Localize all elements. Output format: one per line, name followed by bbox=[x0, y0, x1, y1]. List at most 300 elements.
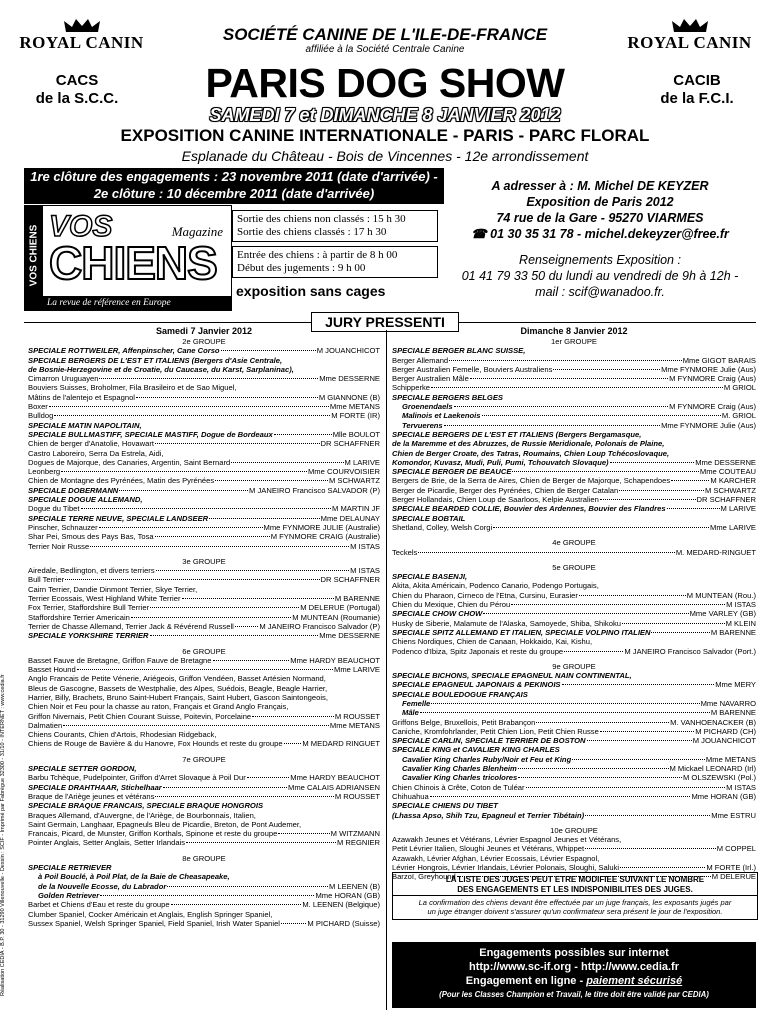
jury-row bbox=[392, 628, 756, 637]
info-title: Renseignements Exposition : bbox=[519, 253, 681, 267]
royal-canin-logo-left bbox=[14, 18, 149, 58]
dot-leader bbox=[420, 712, 710, 713]
judge-name: M FYNMORE CRAIG (Australie) bbox=[270, 532, 380, 542]
judge-name: Mme METANS bbox=[329, 720, 380, 730]
jury-row bbox=[28, 421, 380, 430]
dot-leader bbox=[131, 617, 291, 618]
breed-list: Teckels bbox=[392, 547, 418, 557]
dot-leader bbox=[483, 613, 688, 614]
jury-row bbox=[28, 730, 380, 739]
dot-leader bbox=[278, 833, 329, 834]
dot-leader bbox=[119, 490, 248, 491]
breed-list: Azawakh Jeunes et Vétérans, Lévrier Espagnol Jeunes et Vétérans, bbox=[392, 835, 622, 845]
jury-row bbox=[392, 402, 756, 411]
jury-row bbox=[392, 346, 756, 355]
column-divider bbox=[386, 330, 387, 1010]
breed-list: SPECIALE MATIN NAPOLITAIN, bbox=[28, 420, 142, 430]
judge-name: M JOUANCHICOT bbox=[316, 346, 380, 356]
dot-leader bbox=[536, 722, 669, 723]
dot-leader bbox=[622, 623, 725, 624]
judge-name: M PICHARD (CH) bbox=[695, 726, 756, 736]
dot-leader bbox=[526, 787, 726, 788]
breed-list: Chien de berger d'Anatolie, Hovawart bbox=[28, 439, 154, 449]
dot-leader bbox=[247, 777, 290, 778]
jury-row bbox=[28, 764, 380, 773]
sunday-column bbox=[392, 326, 756, 882]
judge-name: M ISTAS bbox=[350, 541, 380, 551]
dot-leader bbox=[671, 480, 709, 481]
group-heading: 2e GROUPE bbox=[182, 337, 226, 346]
judge-name: Mme HORAN (GB) bbox=[691, 791, 756, 801]
show-dates: SAMEDI 7 et DIMANCHE 8 JANVIER 2012 bbox=[209, 105, 561, 125]
jury-row bbox=[28, 721, 380, 730]
judges-notice bbox=[392, 872, 758, 920]
breed-list: Bouviers Suisses, Broholmer, Fila Brasileiro et de Sao Miguel, bbox=[28, 383, 237, 393]
breed-list: Azawakh, Lévrier Afghan, Lévrier Ecossais, Lévrier Espagnol, bbox=[392, 853, 600, 863]
breed-list: Podenco d'Ibiza, Spitz Japonais et reste du groupe bbox=[392, 646, 564, 656]
judge-name: M JANEIRO Francisco SALVADOR (P) bbox=[249, 485, 380, 495]
judge-name: DR SCHAFFNER bbox=[320, 575, 380, 585]
address-phone-email: ☎ 01 30 35 31 78 - michel.dekeyzer@free.fr bbox=[471, 227, 729, 241]
jury-row bbox=[28, 872, 380, 881]
breed-list: SPECIALE SETTER GORDON, bbox=[28, 764, 137, 774]
dot-leader bbox=[620, 867, 705, 868]
dot-leader bbox=[470, 378, 668, 379]
judge-name: M OLSZEWSKI (Pol.) bbox=[683, 773, 756, 783]
judge-name: M MUNTEAN (Rou.) bbox=[686, 590, 756, 600]
breed-list: Berger Allemand bbox=[392, 355, 449, 365]
exit-unclassified: Sortie des chiens non classés : 15 h 30 bbox=[237, 213, 406, 225]
magazine-word-chiens: CHIENS bbox=[49, 237, 217, 289]
address-recipient: A adresser à : M. Michel DE KEYZER bbox=[491, 179, 709, 193]
jury-row bbox=[28, 665, 380, 674]
breed-list: Berger Australien Mâle bbox=[392, 374, 469, 384]
jury-row bbox=[392, 356, 756, 365]
breed-list: SPECIALE BEARDED COLLIE, Bouvier des Ardennes, Bouvier des Flandres bbox=[392, 504, 666, 514]
jury-row bbox=[28, 439, 380, 448]
cacs-title: CACS bbox=[55, 72, 99, 89]
dot-leader bbox=[231, 462, 343, 463]
breed-list: Cairn Terrier, Dandie Dinmont Terrier, Skye Terrier, bbox=[28, 584, 198, 594]
group-heading: 5e GROUPE bbox=[552, 562, 596, 572]
judge-name: Mme DESSERNE bbox=[319, 631, 380, 641]
judge-name: M FYNMORE Craig (Aus) bbox=[669, 402, 756, 412]
exit-times-box bbox=[232, 210, 438, 242]
entry-time: Entrée des chiens : à partir de 8 h 00 bbox=[237, 249, 398, 261]
jury-row bbox=[28, 486, 380, 495]
jury-row bbox=[392, 755, 756, 764]
group-heading: 7e GROUPE bbox=[182, 754, 226, 764]
dot-leader bbox=[449, 360, 682, 361]
jury-row bbox=[392, 708, 756, 717]
brand-name: ROYAL CANIN bbox=[627, 33, 752, 52]
breed-list: SPECIALE ROTTWEILER, Affenpinscher, Cane Corso bbox=[28, 346, 220, 356]
judge-name: Mme ESTRU bbox=[711, 810, 756, 820]
jury-row bbox=[392, 600, 756, 609]
vos-chiens-side-text: VOS CHIENS bbox=[28, 224, 40, 287]
breed-list: SPECIALE BRAQUE FRANCAIS, SPECIALE BRAQUE HONGROIS bbox=[28, 801, 264, 811]
jury-row bbox=[392, 383, 756, 392]
society-affiliation: affiliée à la Société Centrale Canine bbox=[305, 44, 465, 55]
judging-start: Début des jugements : 9 h 00 bbox=[237, 262, 366, 274]
judge-name: M MUNTEAN (Roumanie) bbox=[292, 612, 380, 622]
breed-list: Fox Terrier, Staffordshire Bull Terrier bbox=[28, 603, 150, 613]
judge-name: M ISTAS bbox=[726, 782, 756, 792]
society-header bbox=[200, 26, 570, 56]
jury-row bbox=[392, 792, 756, 801]
judge-name: M FORTE (IR) bbox=[331, 411, 380, 421]
dot-leader bbox=[65, 579, 319, 580]
dot-leader bbox=[579, 595, 686, 596]
jury-row bbox=[28, 566, 380, 575]
jury-row bbox=[392, 854, 756, 863]
judge-name: M FORTE (Irl.) bbox=[706, 863, 756, 873]
dot-leader bbox=[171, 904, 302, 905]
judge-name: M. GRIOL bbox=[721, 411, 756, 421]
jury-row bbox=[28, 504, 380, 513]
jury-row bbox=[28, 449, 380, 458]
breed-list: Bergers de Brie, de la Serra de Aires, Chien de Berger de Majorque, Schapendoes bbox=[392, 476, 671, 486]
registration-links[interactable]: http://www.sc-if.org - http://www.cedia.fr bbox=[468, 961, 679, 973]
dot-leader bbox=[99, 527, 263, 528]
judge-name: M SCHWARTZ bbox=[328, 476, 380, 486]
breed-list: SPECIALE CHOW CHOW bbox=[392, 609, 483, 619]
judge-name: Mme DESSERNE bbox=[695, 457, 756, 467]
dot-leader bbox=[61, 471, 307, 472]
breed-list: Berger de Picardie, Berger des Pyrénées, Chien de Berger Catalan bbox=[392, 485, 619, 495]
breed-list: Bulldog bbox=[28, 411, 54, 421]
saturday-date: Samedi 7 Janvier 2012 bbox=[155, 326, 253, 336]
breed-list: Chien Noir et Feu pour la chasse au raton, Français et Grand Anglo Français, bbox=[28, 702, 289, 712]
venue-location: Esplanade du Château - Bois de Vincennes - 12e arrondissement bbox=[181, 148, 589, 164]
breed-list: Braque de l'Ariège jeunes et vétérans bbox=[28, 791, 155, 801]
breed-list: Malinois et Laekenois bbox=[402, 411, 481, 421]
cacib-sub: de la F.C.I. bbox=[660, 90, 734, 107]
breed-list: SPECIALE BERGERS BELGES bbox=[392, 392, 503, 402]
dot-leader bbox=[54, 415, 330, 416]
breed-list: Saint Germain, Langhaar, Epagneuls Bleu de Picardie, Breton, de Pont Audemer, bbox=[28, 819, 302, 829]
cacs-sub: de la S.C.C. bbox=[35, 90, 119, 107]
jury-row bbox=[28, 402, 380, 411]
breed-list: Terrier Ecossais, West Highland White Terrier bbox=[28, 594, 181, 604]
judge-name: Mme HARDY BEAUCHOT bbox=[290, 773, 380, 783]
jury-row bbox=[28, 919, 380, 928]
judge-name: M WITZMANN bbox=[330, 829, 380, 839]
judge-name: Mme METANS bbox=[705, 754, 756, 764]
judge-name: M ISTAS bbox=[350, 566, 380, 576]
breed-list: Sussex Spaniel, Welsh Springer Spaniel, Field Spaniel, Irish Water Spaniel bbox=[28, 918, 280, 928]
jury-row bbox=[28, 792, 380, 801]
jury-row bbox=[28, 811, 380, 820]
breed-list: Chien du Pharaon, Cirneco de l'Etna, Cursinu, Eurasier bbox=[392, 590, 578, 600]
jury-row bbox=[392, 773, 756, 782]
jury-row bbox=[392, 476, 756, 485]
judge-name: M BARENNE bbox=[710, 627, 756, 637]
breed-list: Airedale, Bedlington, et divers terriers bbox=[28, 566, 155, 576]
dot-leader bbox=[610, 462, 695, 463]
judge-name: Mme DELAUNAY bbox=[320, 513, 380, 523]
jury-row bbox=[28, 739, 380, 748]
breed-list: Komondor, Kuvasz, Mudi, Puli, Pumi, Tchouvatch Slovaque) bbox=[392, 457, 609, 467]
group-heading: 3e GROUPE bbox=[182, 556, 226, 566]
saturday-column bbox=[28, 326, 380, 928]
breed-list: Tervuerens bbox=[402, 420, 443, 430]
dot-leader bbox=[274, 434, 332, 435]
cacib-title: CACIB bbox=[673, 72, 721, 89]
breed-list: SPECIALE BASENJI, bbox=[392, 572, 468, 582]
judge-name: M JANEIRO Francisco Salvador (P) bbox=[259, 621, 380, 631]
jury-row bbox=[28, 411, 380, 420]
dot-leader bbox=[431, 703, 699, 704]
breed-list: Caniche, Kromfohrlander, Petit Chien Lion, Petit Chien Russe bbox=[392, 726, 599, 736]
dot-leader bbox=[667, 508, 720, 509]
breed-list: SPECIALE DOGUE ALLEMAND, bbox=[28, 495, 143, 505]
jury-row bbox=[28, 532, 380, 541]
breed-list: Femelle bbox=[402, 698, 431, 708]
jury-row bbox=[28, 684, 380, 693]
group-heading: 1er GROUPE bbox=[551, 337, 597, 346]
jury-row bbox=[392, 609, 756, 618]
magazine-tagline: La revue de référence en Europe bbox=[43, 296, 232, 310]
judge-name: Mme GIGOT BARAIS bbox=[682, 355, 756, 365]
breed-list: Barbet et Chiens d'Eau et reste du groupe bbox=[28, 900, 170, 910]
jury-row bbox=[392, 572, 756, 581]
breed-list: SPECIALE TERRE NEUVE, SPECIALE LANDSEER bbox=[28, 513, 209, 523]
group-heading: 9e GROUPE bbox=[552, 661, 596, 671]
jury-row bbox=[28, 702, 380, 711]
jury-row bbox=[392, 811, 756, 820]
royal-canin-logo-right bbox=[622, 18, 757, 58]
breed-list: Mâtins de l'alentejo et Espagnol bbox=[28, 392, 135, 402]
judge-name: Mme FYNMORE Julie (Aus) bbox=[661, 364, 756, 374]
jury-row bbox=[28, 773, 380, 782]
dot-leader bbox=[511, 604, 725, 605]
jury-row bbox=[28, 514, 380, 523]
info-phone: 01 41 79 33 50 du lundi au vendredi de 9h à 12h - bbox=[461, 269, 739, 283]
dot-leader bbox=[99, 378, 318, 379]
jury-row bbox=[28, 910, 380, 919]
address-street: 74 rue de la Gare - 95270 VIARMES bbox=[496, 211, 704, 225]
jury-row bbox=[392, 581, 756, 590]
breed-list: SPECIALE CARLIN, SPECIALE TERRIER DE BOSTON bbox=[392, 736, 586, 746]
jury-row bbox=[392, 411, 756, 420]
crown-icon bbox=[670, 18, 710, 34]
judge-name: M GIANNONE (B) bbox=[318, 392, 380, 402]
magazine-word-vos: VOS bbox=[49, 210, 113, 243]
breed-list: SPECIALE BERGER BLANC SUISSE, bbox=[392, 346, 526, 356]
jury-row bbox=[392, 548, 756, 557]
breed-list: Braques Allemand, d'Auvergne, de l'Ariège, de Bourbonnais, Italien, bbox=[28, 810, 256, 820]
judge-name: M PICHARD (Suisse) bbox=[307, 918, 380, 928]
judge-name: Mme CALAIS ADRIANSEN bbox=[288, 782, 380, 792]
jury-row bbox=[28, 603, 380, 612]
jury-row bbox=[28, 820, 380, 829]
judge-name: M DELERUE bbox=[711, 872, 756, 882]
breed-list: SPECIALE YORKSHIRE TERRIER bbox=[28, 631, 149, 641]
dot-leader bbox=[213, 660, 290, 661]
crown-icon bbox=[62, 18, 102, 34]
dot-leader bbox=[553, 369, 660, 370]
breed-list: Leonberg bbox=[28, 467, 61, 477]
judge-name: Mme DESSERNE bbox=[319, 374, 380, 384]
judge-name: M LARIVE bbox=[344, 457, 380, 467]
judge-name: Mme FYNMORE Julie (Aus) bbox=[661, 420, 756, 430]
jury-row bbox=[392, 365, 756, 374]
dot-leader bbox=[418, 552, 675, 553]
breed-list: SPECIALE DRAHTHAAR, Stichelhaar bbox=[28, 782, 162, 792]
breed-list: de la Nouvelle Ecosse, du Labrador bbox=[38, 881, 167, 891]
jury-row bbox=[28, 891, 380, 900]
jury-row bbox=[392, 690, 756, 699]
breed-list: Cavalier King Charles Ruby/Noir et Feu et King bbox=[402, 754, 572, 764]
breed-list: Chien de Montagne des Pyrénées, Matin des Pyrénées bbox=[28, 476, 215, 486]
dot-leader bbox=[155, 796, 333, 797]
dot-leader bbox=[150, 635, 319, 636]
jury-row bbox=[28, 542, 380, 551]
jury-row bbox=[392, 467, 756, 476]
jury-row bbox=[28, 829, 380, 838]
judge-name: M LEENEN (B) bbox=[328, 881, 380, 891]
dot-leader bbox=[155, 536, 270, 537]
vos-chiens-ad bbox=[24, 205, 232, 311]
dot-leader bbox=[651, 632, 709, 633]
jury-row bbox=[28, 783, 380, 792]
jury-row bbox=[392, 736, 756, 745]
breed-list: Akita, Akita Américain, Podenco Canario, Podengo Portugais, bbox=[392, 581, 599, 591]
breed-list: Harrier, Billy, Brachets, Bruno Saint-Hubert Français, Saint Hubert, Gascon Saintongeois, bbox=[28, 692, 328, 702]
breed-list: Boxer bbox=[28, 402, 48, 412]
jury-row bbox=[392, 421, 756, 430]
group-heading: 6e GROUPE bbox=[182, 646, 226, 656]
jury-row bbox=[28, 495, 380, 504]
jury-row bbox=[28, 900, 380, 909]
notice-line-1: LA LISTE DES JUGES PEUT ETRE MODIFIEE SUIVANT LE NOMBRE bbox=[445, 875, 705, 884]
judge-name: M LARIVE bbox=[720, 504, 756, 514]
jury-row bbox=[392, 458, 756, 467]
breed-list: Dalmatien bbox=[28, 720, 63, 730]
jury-row bbox=[392, 844, 756, 853]
judge-name: M MEDARD RINGUET bbox=[302, 739, 380, 749]
breed-list: Dogue du Tibet bbox=[28, 504, 80, 514]
dot-leader bbox=[235, 626, 258, 627]
dot-leader bbox=[585, 848, 716, 849]
no-cages-note: exposition sans cages bbox=[236, 283, 386, 299]
dot-leader bbox=[587, 740, 692, 741]
breed-list: Staffordshire Terrier Americain bbox=[28, 612, 130, 622]
jury-row bbox=[28, 383, 380, 392]
dot-leader bbox=[186, 842, 336, 843]
entry-times-box bbox=[232, 246, 438, 278]
dot-leader bbox=[600, 731, 694, 732]
breed-list: (Lhassa Apso, Shih Tzu, Epagneul et Terrier Tibétain) bbox=[392, 810, 585, 820]
judge-name: Mme LARIVE bbox=[334, 665, 380, 675]
address-block bbox=[444, 178, 756, 300]
breed-list: SPECIALE RETRIEVER bbox=[28, 863, 112, 873]
judge-name: M ISTAS bbox=[726, 600, 756, 610]
jury-title: JURY PRESSENTI bbox=[311, 312, 459, 332]
judge-name: Mme VARLEY (GB) bbox=[689, 609, 756, 619]
dot-leader bbox=[562, 684, 715, 685]
jury-row bbox=[392, 718, 756, 727]
judge-name: M ROUSSET bbox=[334, 791, 380, 801]
breed-list: Basset Hound bbox=[28, 665, 76, 675]
breed-list: Griffons Belge, Bruxellois, Petit Brabançon bbox=[392, 717, 536, 727]
judge-name: M BARENNE bbox=[334, 594, 380, 604]
jury-row bbox=[28, 838, 380, 847]
breed-list: SPECIALE CHIENS DU TIBET bbox=[392, 801, 498, 811]
judge-name: M SCHWARTZ bbox=[704, 485, 756, 495]
closing-dates-banner bbox=[24, 168, 444, 204]
jury-row bbox=[28, 458, 380, 467]
breed-list: SPECIALE BICHONS, SPECIALE EPAGNEUL NAIN CONTINENTAL, bbox=[392, 671, 632, 681]
judge-name: DR SCHAFFNER bbox=[320, 439, 380, 449]
breed-list: SPECIALE BULLMASTIFF, SPECIALE MASTIFF, Dogue de Bordeaux bbox=[28, 429, 273, 439]
breed-list: Chiens Courants, Chien d'Artois, Rhodesian Ridgeback, bbox=[28, 730, 217, 740]
breed-list: Chien de Berger Croate, des Tatras, Roumains, Chien Loup Tchécoslovaque, bbox=[392, 448, 670, 458]
breed-list: Francais, Picard, de Munster, Griffon Korthals, Spinone et reste du groupe bbox=[28, 829, 278, 839]
jury-row bbox=[392, 801, 756, 810]
jury-row bbox=[392, 727, 756, 736]
breed-list: SPECIALE BERGERS DE L'EST ET ITALIENS (Bergers d'Asie Centrale, bbox=[28, 355, 283, 365]
dot-leader bbox=[81, 508, 332, 509]
breed-list: Pinscher, Schnauzer bbox=[28, 522, 98, 532]
exit-classified: Sortie des chiens classés : 17 h 30 bbox=[237, 226, 387, 238]
jury-row bbox=[392, 591, 756, 600]
secure-payment-link[interactable]: paiement sécurisé bbox=[586, 975, 683, 987]
jury-row bbox=[28, 693, 380, 702]
jury-row bbox=[392, 374, 756, 383]
jury-row bbox=[28, 863, 380, 872]
jury-row bbox=[392, 745, 756, 754]
dot-leader bbox=[454, 406, 668, 407]
jury-row bbox=[28, 467, 380, 476]
dot-leader bbox=[182, 598, 334, 599]
breed-list: Castro Laboreiro, Serra Da Estrela, Aidi, bbox=[28, 448, 164, 458]
judge-name: Mlle BOULOT bbox=[332, 429, 380, 439]
jury-row bbox=[392, 449, 756, 458]
breed-list: Cavalier King Charles tricolores bbox=[402, 773, 518, 783]
breed-list: Chien du Mexique, Chien du Pérou bbox=[392, 600, 511, 610]
group-heading: 10e GROUPE bbox=[550, 825, 598, 835]
judge-name: M JANEIRO Francisco Salvador (Port.) bbox=[624, 646, 756, 656]
breed-list: Terrier de Chasse Allemand, Terrier Jack & Révérend Russell bbox=[28, 621, 234, 631]
dot-leader bbox=[63, 725, 329, 726]
jury-row bbox=[392, 783, 756, 792]
jury-row bbox=[28, 656, 380, 665]
breed-list: Bull Terrier bbox=[28, 575, 65, 585]
breed-list: Berger Australien Femelle, Bouviers Australiens bbox=[392, 364, 553, 374]
judge-name: M. LEENEN (Belgique) bbox=[302, 900, 380, 910]
breed-list: Chihuahua bbox=[392, 791, 429, 801]
jury-row bbox=[28, 365, 380, 374]
jury-row bbox=[28, 575, 380, 584]
dot-leader bbox=[150, 607, 299, 608]
breed-list: à Poil Bouclé, à Poil Plat, de la Baie de Cheasapeake, bbox=[38, 872, 230, 882]
closing-line-1: 1re clôture des engagements : 23 novembre 2011 (date d'arrivée) - bbox=[30, 169, 438, 184]
jury-row bbox=[28, 374, 380, 383]
address-exposition: Exposition de Paris 2012 bbox=[526, 195, 674, 209]
judge-name: Mme FYNMORE JULIE (Australie) bbox=[263, 522, 380, 532]
breed-list: Groenendaels bbox=[402, 402, 453, 412]
judge-name: Mme METANS bbox=[329, 402, 380, 412]
dot-leader bbox=[221, 350, 316, 351]
jury-row bbox=[28, 523, 380, 532]
dot-leader bbox=[431, 387, 723, 388]
dot-leader bbox=[518, 768, 669, 769]
dot-leader bbox=[284, 743, 302, 744]
breed-list: Bleus de Gascogne, Bassets de Westphalie, des Alpes, Suédois, Beagle, Beagle Harrier, bbox=[28, 683, 328, 693]
dot-leader bbox=[281, 923, 306, 924]
